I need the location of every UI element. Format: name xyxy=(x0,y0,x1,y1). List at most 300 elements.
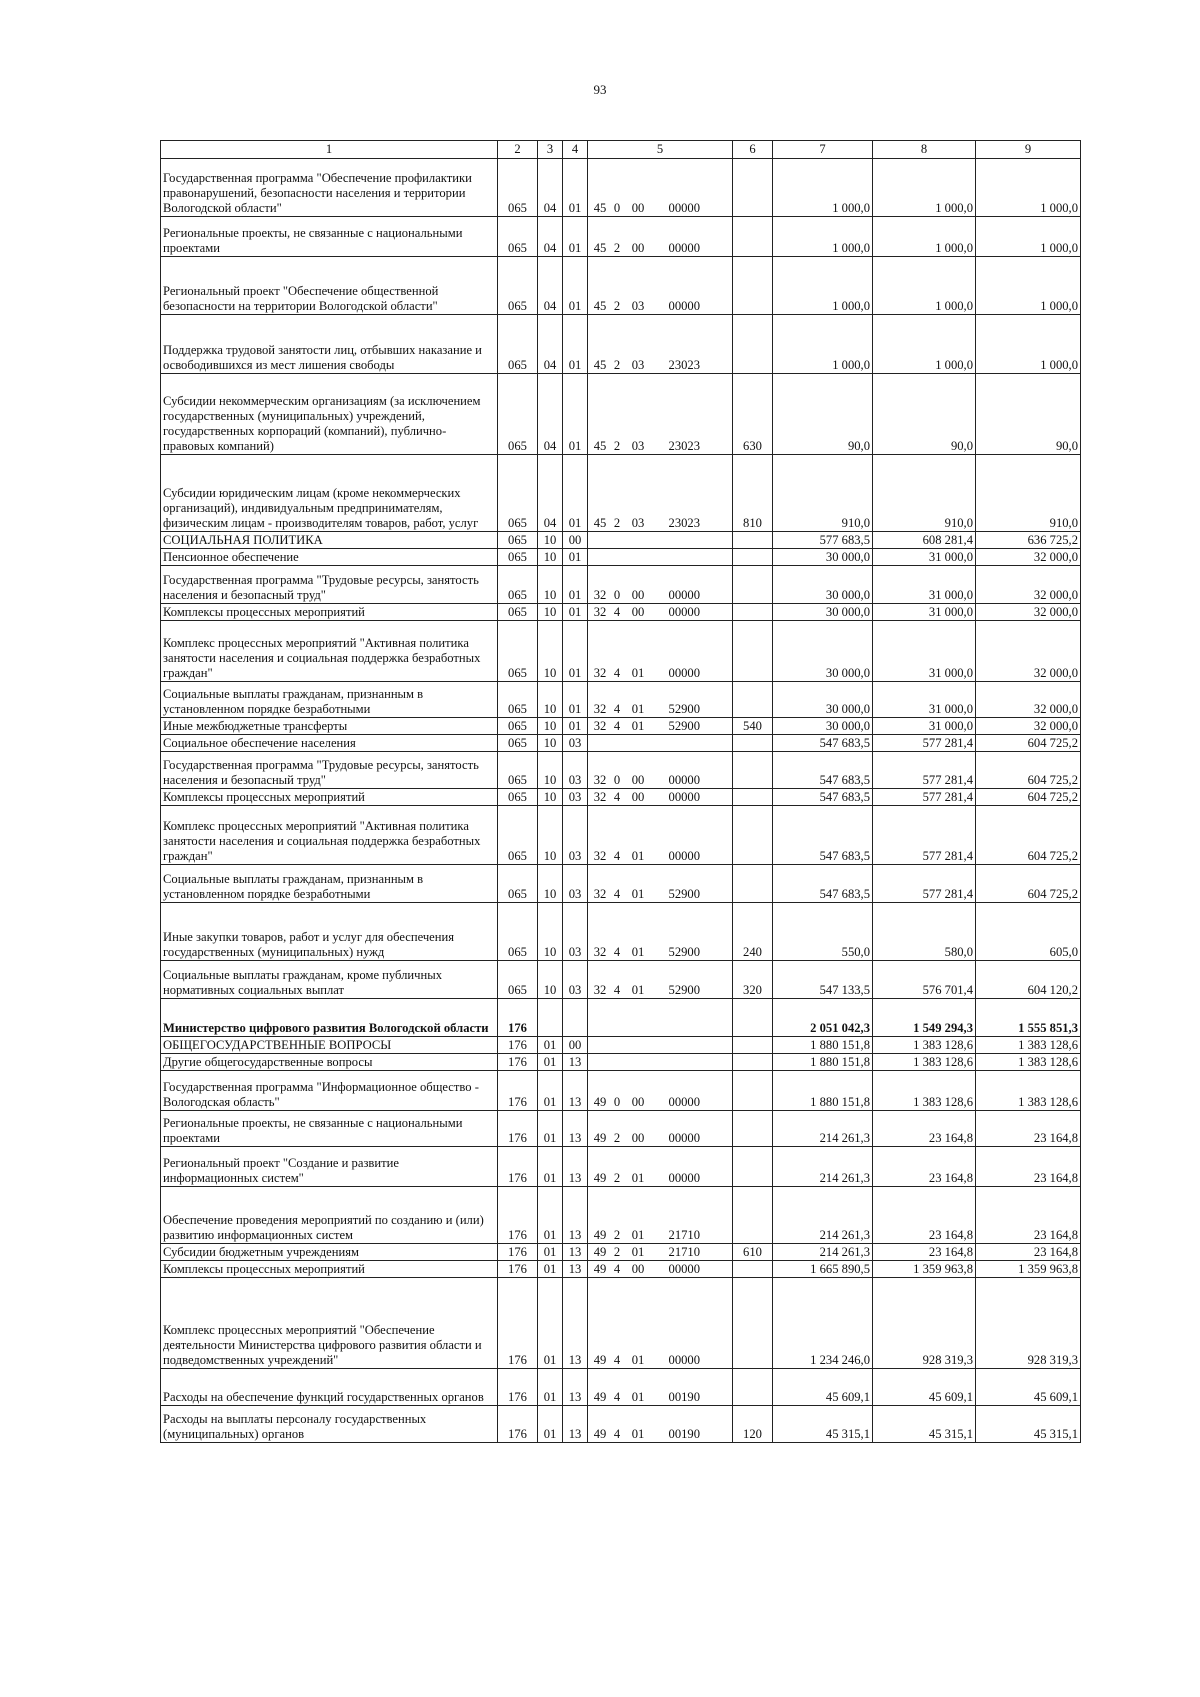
cell-subsection: 13 xyxy=(563,1278,588,1369)
cell-amount-year3: 1 383 128,6 xyxy=(976,1037,1081,1054)
cell-chapter: 176 xyxy=(498,1037,538,1054)
cell-amount-year3: 928 319,3 xyxy=(976,1278,1081,1369)
cell-amount-year2: 928 319,3 xyxy=(873,1278,976,1369)
target-article-part: 00 xyxy=(631,1262,645,1276)
target-article-part: 00 xyxy=(631,605,645,619)
cell-subsection: 00 xyxy=(563,1037,588,1054)
target-article-part: 0 xyxy=(613,1095,621,1109)
target-article-part: 4 xyxy=(613,1353,621,1367)
budget-table xyxy=(160,140,1081,1443)
row-name: Региональный проект "Создание и развитие информационных систем" xyxy=(161,1147,498,1187)
cell-subsection: 01 xyxy=(563,257,588,315)
target-article-part: 2 xyxy=(613,1228,621,1242)
target-article-part: 00 xyxy=(631,773,645,787)
target-article-part: 01 xyxy=(631,702,645,716)
table-row xyxy=(161,566,1081,604)
cell-amount-year3: 1 359 963,8 xyxy=(976,1261,1081,1278)
target-article-part: 00 xyxy=(631,588,645,602)
table-row xyxy=(161,1278,1081,1369)
table-row xyxy=(161,682,1081,718)
cell-amount-year2: 576 701,4 xyxy=(873,961,976,999)
target-article-part: 2 xyxy=(613,241,621,255)
target-article-part: 4 xyxy=(613,1262,621,1276)
table-row xyxy=(161,865,1081,903)
target-article-part: 2 xyxy=(613,516,621,530)
target-article-part: 4 xyxy=(613,1427,621,1441)
cell-chapter: 176 xyxy=(498,1147,538,1187)
cell-expense-type xyxy=(733,1071,773,1111)
cell-section: 10 xyxy=(538,549,563,566)
row-name: Комплекс процессных мероприятий "Активная политика занятости населения и социальная поддержка безработных граждан" xyxy=(161,806,498,865)
cell-amount-year2: 1 383 128,6 xyxy=(873,1071,976,1111)
target-article-part: 0 xyxy=(613,588,621,602)
table-row xyxy=(161,1037,1081,1054)
cell-target-article xyxy=(588,566,733,604)
cell-expense-type xyxy=(733,1187,773,1244)
cell-amount-year1: 1 880 151,8 xyxy=(773,1037,873,1054)
cell-amount-year1: 550,0 xyxy=(773,903,873,961)
cell-expense-type xyxy=(733,566,773,604)
target-article-part: 01 xyxy=(631,1171,645,1185)
cell-amount-year3: 1 000,0 xyxy=(976,217,1081,257)
cell-chapter: 176 xyxy=(498,1054,538,1071)
cell-chapter: 065 xyxy=(498,735,538,752)
cell-target-article xyxy=(588,549,733,566)
table-row xyxy=(161,752,1081,789)
target-article-part: 01 xyxy=(631,887,645,901)
cell-amount-year1: 214 261,3 xyxy=(773,1111,873,1147)
cell-amount-year1: 547 683,5 xyxy=(773,752,873,789)
cell-expense-type xyxy=(733,1261,773,1278)
cell-section: 10 xyxy=(538,961,563,999)
cell-expense-type: 240 xyxy=(733,903,773,961)
target-article-part: 32 xyxy=(593,666,607,680)
cell-section: 01 xyxy=(538,1147,563,1187)
cell-section: 01 xyxy=(538,1037,563,1054)
target-article-part: 01 xyxy=(631,1228,645,1242)
target-article-part: 01 xyxy=(631,666,645,680)
cell-amount-year3: 23 164,8 xyxy=(976,1244,1081,1261)
row-name: Обеспечение проведения мероприятий по созданию и (или) развитию информационных систем xyxy=(161,1187,498,1244)
column-header: 8 xyxy=(873,141,976,159)
table-row xyxy=(161,549,1081,566)
cell-amount-year2: 23 164,8 xyxy=(873,1244,976,1261)
row-name: Региональные проекты, не связанные с национальными проектами xyxy=(161,217,498,257)
target-article-part: 49 xyxy=(593,1353,607,1367)
cell-amount-year3: 1 383 128,6 xyxy=(976,1054,1081,1071)
cell-amount-year3: 1 000,0 xyxy=(976,159,1081,217)
target-article-part: 0 xyxy=(613,773,621,787)
cell-amount-year2: 1 000,0 xyxy=(873,315,976,374)
cell-amount-year2: 31 000,0 xyxy=(873,566,976,604)
cell-expense-type xyxy=(733,682,773,718)
cell-section: 01 xyxy=(538,1054,563,1071)
target-article-part: 2 xyxy=(613,1171,621,1185)
cell-target-article xyxy=(588,789,733,806)
cell-section: 04 xyxy=(538,159,563,217)
cell-section: 10 xyxy=(538,752,563,789)
cell-amount-year1: 1 880 151,8 xyxy=(773,1054,873,1071)
table-row xyxy=(161,806,1081,865)
target-article-part: 00 xyxy=(631,1095,645,1109)
target-article-part: 4 xyxy=(613,1390,621,1404)
target-article-part: 00190 xyxy=(668,1427,700,1441)
cell-target-article xyxy=(588,532,733,549)
cell-amount-year2: 23 164,8 xyxy=(873,1147,976,1187)
cell-subsection: 01 xyxy=(563,455,588,532)
cell-section: 01 xyxy=(538,1111,563,1147)
cell-amount-year2: 1 000,0 xyxy=(873,257,976,315)
cell-amount-year2: 577 281,4 xyxy=(873,789,976,806)
cell-amount-year1: 90,0 xyxy=(773,374,873,455)
cell-chapter: 176 xyxy=(498,1071,538,1111)
cell-subsection: 13 xyxy=(563,1406,588,1443)
target-article-part: 32 xyxy=(593,773,607,787)
cell-amount-year3: 32 000,0 xyxy=(976,549,1081,566)
cell-amount-year3: 604 725,2 xyxy=(976,752,1081,789)
cell-section: 10 xyxy=(538,865,563,903)
table-body xyxy=(161,159,1081,1443)
cell-subsection: 01 xyxy=(563,374,588,455)
cell-subsection: 03 xyxy=(563,789,588,806)
cell-amount-year2: 1 000,0 xyxy=(873,159,976,217)
cell-amount-year1: 30 000,0 xyxy=(773,718,873,735)
cell-chapter: 065 xyxy=(498,374,538,455)
target-article-part: 52900 xyxy=(668,719,700,733)
table-row xyxy=(161,903,1081,961)
target-article-part: 03 xyxy=(631,516,645,530)
cell-amount-year1: 1 234 246,0 xyxy=(773,1278,873,1369)
page-number: 93 xyxy=(593,82,607,97)
cell-chapter: 176 xyxy=(498,1244,538,1261)
target-article-part: 4 xyxy=(613,849,621,863)
cell-amount-year3: 45 315,1 xyxy=(976,1406,1081,1443)
table-row xyxy=(161,604,1081,621)
cell-chapter: 065 xyxy=(498,806,538,865)
row-name: Расходы на обеспечение функций государственных органов xyxy=(161,1369,498,1406)
target-article-part: 49 xyxy=(593,1390,607,1404)
target-article-part: 52900 xyxy=(668,945,700,959)
cell-expense-type: 320 xyxy=(733,961,773,999)
cell-section: 10 xyxy=(538,621,563,682)
cell-chapter: 176 xyxy=(498,1406,538,1443)
target-article-part: 52900 xyxy=(668,983,700,997)
row-name: Министерство цифрового развития Вологодской области xyxy=(161,999,498,1037)
cell-target-article xyxy=(588,961,733,999)
target-article-part: 4 xyxy=(613,887,621,901)
cell-expense-type xyxy=(733,1111,773,1147)
row-name: Субсидии юридическим лицам (кроме некоммерческих организаций), индивидуальным предпринимателям, физическим лицам - производителям товаров, работ, услуг xyxy=(161,455,498,532)
table-row xyxy=(161,1071,1081,1111)
cell-expense-type xyxy=(733,1369,773,1406)
cell-subsection: 13 xyxy=(563,1071,588,1111)
table-row xyxy=(161,961,1081,999)
cell-expense-type xyxy=(733,789,773,806)
cell-amount-year2: 31 000,0 xyxy=(873,718,976,735)
cell-section xyxy=(538,999,563,1037)
cell-expense-type: 810 xyxy=(733,455,773,532)
cell-chapter: 065 xyxy=(498,604,538,621)
target-article-part: 00000 xyxy=(668,241,700,255)
target-article-part: 45 xyxy=(593,358,607,372)
table-row xyxy=(161,718,1081,735)
cell-chapter: 176 xyxy=(498,1369,538,1406)
row-name: Поддержка трудовой занятости лиц, отбывших наказание и освободившихся из мест лишения свободы xyxy=(161,315,498,374)
target-article-part: 2 xyxy=(613,299,621,313)
cell-expense-type xyxy=(733,752,773,789)
cell-amount-year3: 1 383 128,6 xyxy=(976,1071,1081,1111)
cell-amount-year3: 910,0 xyxy=(976,455,1081,532)
cell-subsection: 03 xyxy=(563,735,588,752)
cell-expense-type xyxy=(733,1278,773,1369)
cell-chapter: 065 xyxy=(498,159,538,217)
cell-amount-year3: 1 000,0 xyxy=(976,315,1081,374)
cell-amount-year3: 1 555 851,3 xyxy=(976,999,1081,1037)
cell-amount-year3: 45 609,1 xyxy=(976,1369,1081,1406)
cell-amount-year1: 1 880 151,8 xyxy=(773,1071,873,1111)
table-row xyxy=(161,1187,1081,1244)
row-name: Государственная программа "Информационное общество - Вологодская область" xyxy=(161,1071,498,1111)
cell-target-article xyxy=(588,374,733,455)
target-article-part: 00000 xyxy=(668,1131,700,1145)
cell-amount-year1: 45 609,1 xyxy=(773,1369,873,1406)
cell-subsection: 01 xyxy=(563,682,588,718)
target-article-part: 01 xyxy=(631,1390,645,1404)
cell-subsection: 13 xyxy=(563,1187,588,1244)
cell-expense-type xyxy=(733,159,773,217)
cell-target-article xyxy=(588,999,733,1037)
cell-amount-year3: 1 000,0 xyxy=(976,257,1081,315)
cell-amount-year1: 547 133,5 xyxy=(773,961,873,999)
table-row xyxy=(161,1369,1081,1406)
table-row xyxy=(161,315,1081,374)
cell-chapter: 065 xyxy=(498,752,538,789)
cell-amount-year2: 577 281,4 xyxy=(873,752,976,789)
target-article-part: 01 xyxy=(631,849,645,863)
cell-section: 01 xyxy=(538,1244,563,1261)
target-article-part: 21710 xyxy=(668,1245,700,1259)
cell-subsection: 13 xyxy=(563,1369,588,1406)
target-article-part: 49 xyxy=(593,1095,607,1109)
target-article-part: 01 xyxy=(631,1353,645,1367)
cell-section: 10 xyxy=(538,604,563,621)
target-article-part: 49 xyxy=(593,1245,607,1259)
target-article-part: 32 xyxy=(593,702,607,716)
cell-amount-year3: 605,0 xyxy=(976,903,1081,961)
target-article-part: 4 xyxy=(613,983,621,997)
cell-section: 01 xyxy=(538,1278,563,1369)
table-row xyxy=(161,789,1081,806)
target-article-part: 49 xyxy=(593,1131,607,1145)
cell-target-article xyxy=(588,1406,733,1443)
cell-amount-year2: 1 549 294,3 xyxy=(873,999,976,1037)
cell-target-article xyxy=(588,1037,733,1054)
cell-amount-year2: 45 609,1 xyxy=(873,1369,976,1406)
cell-expense-type: 120 xyxy=(733,1406,773,1443)
cell-expense-type: 540 xyxy=(733,718,773,735)
target-article-part: 49 xyxy=(593,1262,607,1276)
target-article-part: 32 xyxy=(593,945,607,959)
target-article-part: 03 xyxy=(631,439,645,453)
cell-amount-year2: 23 164,8 xyxy=(873,1187,976,1244)
target-article-part: 00 xyxy=(631,241,645,255)
cell-amount-year2: 1 000,0 xyxy=(873,217,976,257)
row-name: Государственная программа "Трудовые ресурсы, занятость населения и безопасный труд" xyxy=(161,566,498,604)
target-article-part: 21710 xyxy=(668,1228,700,1242)
cell-subsection: 01 xyxy=(563,549,588,566)
column-header: 7 xyxy=(773,141,873,159)
cell-subsection: 00 xyxy=(563,532,588,549)
table-row xyxy=(161,257,1081,315)
cell-amount-year2: 577 281,4 xyxy=(873,865,976,903)
cell-section: 04 xyxy=(538,374,563,455)
target-article-part: 23023 xyxy=(668,516,700,530)
target-article-part: 45 xyxy=(593,516,607,530)
cell-chapter: 065 xyxy=(498,621,538,682)
cell-chapter: 065 xyxy=(498,682,538,718)
row-name: Субсидии бюджетным учреждениям xyxy=(161,1244,498,1261)
cell-amount-year1: 547 683,5 xyxy=(773,806,873,865)
cell-amount-year2: 31 000,0 xyxy=(873,549,976,566)
cell-amount-year3: 32 000,0 xyxy=(976,718,1081,735)
cell-target-article xyxy=(588,718,733,735)
target-article-part: 00000 xyxy=(668,299,700,313)
target-article-part: 4 xyxy=(613,666,621,680)
target-article-part: 32 xyxy=(593,605,607,619)
cell-amount-year1: 1 665 890,5 xyxy=(773,1261,873,1278)
cell-target-article xyxy=(588,1369,733,1406)
cell-subsection: 01 xyxy=(563,159,588,217)
cell-amount-year3: 604 725,2 xyxy=(976,735,1081,752)
target-article-part: 32 xyxy=(593,849,607,863)
cell-section: 10 xyxy=(538,566,563,604)
target-article-part: 4 xyxy=(613,605,621,619)
table-row xyxy=(161,532,1081,549)
cell-amount-year2: 23 164,8 xyxy=(873,1111,976,1147)
row-name: Социальное обеспечение населения xyxy=(161,735,498,752)
cell-chapter: 176 xyxy=(498,999,538,1037)
target-article-part: 00000 xyxy=(668,849,700,863)
cell-subsection: 03 xyxy=(563,752,588,789)
cell-amount-year2: 90,0 xyxy=(873,374,976,455)
target-article-part: 45 xyxy=(593,201,607,215)
cell-subsection: 01 xyxy=(563,217,588,257)
cell-target-article xyxy=(588,735,733,752)
target-article-part: 00000 xyxy=(668,773,700,787)
target-article-part: 32 xyxy=(593,588,607,602)
cell-subsection: 01 xyxy=(563,566,588,604)
cell-amount-year2: 1 383 128,6 xyxy=(873,1037,976,1054)
target-article-part: 4 xyxy=(613,719,621,733)
cell-amount-year1: 577 683,5 xyxy=(773,532,873,549)
cell-chapter: 065 xyxy=(498,532,538,549)
table-row xyxy=(161,1147,1081,1187)
cell-chapter: 176 xyxy=(498,1187,538,1244)
cell-section: 10 xyxy=(538,789,563,806)
cell-amount-year3: 32 000,0 xyxy=(976,604,1081,621)
table-row xyxy=(161,1054,1081,1071)
row-name: Пенсионное обеспечение xyxy=(161,549,498,566)
table-row xyxy=(161,735,1081,752)
cell-target-article xyxy=(588,159,733,217)
cell-section: 04 xyxy=(538,257,563,315)
cell-section: 01 xyxy=(538,1071,563,1111)
cell-expense-type xyxy=(733,806,773,865)
cell-chapter: 065 xyxy=(498,903,538,961)
cell-expense-type xyxy=(733,1147,773,1187)
cell-target-article xyxy=(588,621,733,682)
target-article-part: 32 xyxy=(593,719,607,733)
cell-target-article xyxy=(588,455,733,532)
cell-subsection: 13 xyxy=(563,1054,588,1071)
target-article-part: 00000 xyxy=(668,588,700,602)
row-name: Расходы на выплаты персоналу государственных (муниципальных) органов xyxy=(161,1406,498,1443)
cell-amount-year1: 1 000,0 xyxy=(773,315,873,374)
cell-section: 10 xyxy=(538,806,563,865)
column-header: 4 xyxy=(563,141,588,159)
cell-target-article xyxy=(588,1261,733,1278)
cell-section: 01 xyxy=(538,1406,563,1443)
cell-expense-type xyxy=(733,865,773,903)
cell-section: 04 xyxy=(538,217,563,257)
cell-subsection: 03 xyxy=(563,865,588,903)
cell-expense-type xyxy=(733,217,773,257)
cell-amount-year3: 604 725,2 xyxy=(976,789,1081,806)
target-article-part: 00000 xyxy=(668,1171,700,1185)
target-article-part: 23023 xyxy=(668,439,700,453)
cell-subsection: 13 xyxy=(563,1147,588,1187)
cell-target-article xyxy=(588,604,733,621)
cell-subsection: 01 xyxy=(563,315,588,374)
cell-chapter: 176 xyxy=(498,1278,538,1369)
row-name: Иные межбюджетные трансферты xyxy=(161,718,498,735)
cell-amount-year2: 577 281,4 xyxy=(873,735,976,752)
cell-amount-year1: 547 683,5 xyxy=(773,789,873,806)
target-article-part: 01 xyxy=(631,945,645,959)
column-header: 3 xyxy=(538,141,563,159)
cell-section: 04 xyxy=(538,455,563,532)
row-name: Комплексы процессных мероприятий xyxy=(161,1261,498,1278)
cell-amount-year1: 214 261,3 xyxy=(773,1187,873,1244)
row-name: ОБЩЕГОСУДАРСТВЕННЫЕ ВОПРОСЫ xyxy=(161,1037,498,1054)
cell-amount-year1: 1 000,0 xyxy=(773,217,873,257)
target-article-part: 01 xyxy=(631,1427,645,1441)
cell-expense-type xyxy=(733,1054,773,1071)
cell-section: 10 xyxy=(538,735,563,752)
target-article-part: 52900 xyxy=(668,702,700,716)
cell-amount-year1: 30 000,0 xyxy=(773,549,873,566)
target-article-part: 49 xyxy=(593,1171,607,1185)
cell-expense-type xyxy=(733,549,773,566)
cell-subsection xyxy=(563,999,588,1037)
row-name: Социальные выплаты гражданам, кроме публичных нормативных социальных выплат xyxy=(161,961,498,999)
cell-expense-type xyxy=(733,621,773,682)
cell-amount-year2: 580,0 xyxy=(873,903,976,961)
cell-amount-year2: 577 281,4 xyxy=(873,806,976,865)
row-name: Комплексы процессных мероприятий xyxy=(161,789,498,806)
cell-target-article xyxy=(588,315,733,374)
cell-chapter: 065 xyxy=(498,455,538,532)
cell-section: 04 xyxy=(538,315,563,374)
row-name: Социальные выплаты гражданам, признанным в установленном порядке безработными xyxy=(161,682,498,718)
cell-amount-year1: 30 000,0 xyxy=(773,682,873,718)
cell-expense-type xyxy=(733,257,773,315)
column-header: 2 xyxy=(498,141,538,159)
target-article-part: 52900 xyxy=(668,887,700,901)
target-article-part: 45 xyxy=(593,241,607,255)
cell-chapter: 065 xyxy=(498,566,538,604)
cell-target-article xyxy=(588,682,733,718)
